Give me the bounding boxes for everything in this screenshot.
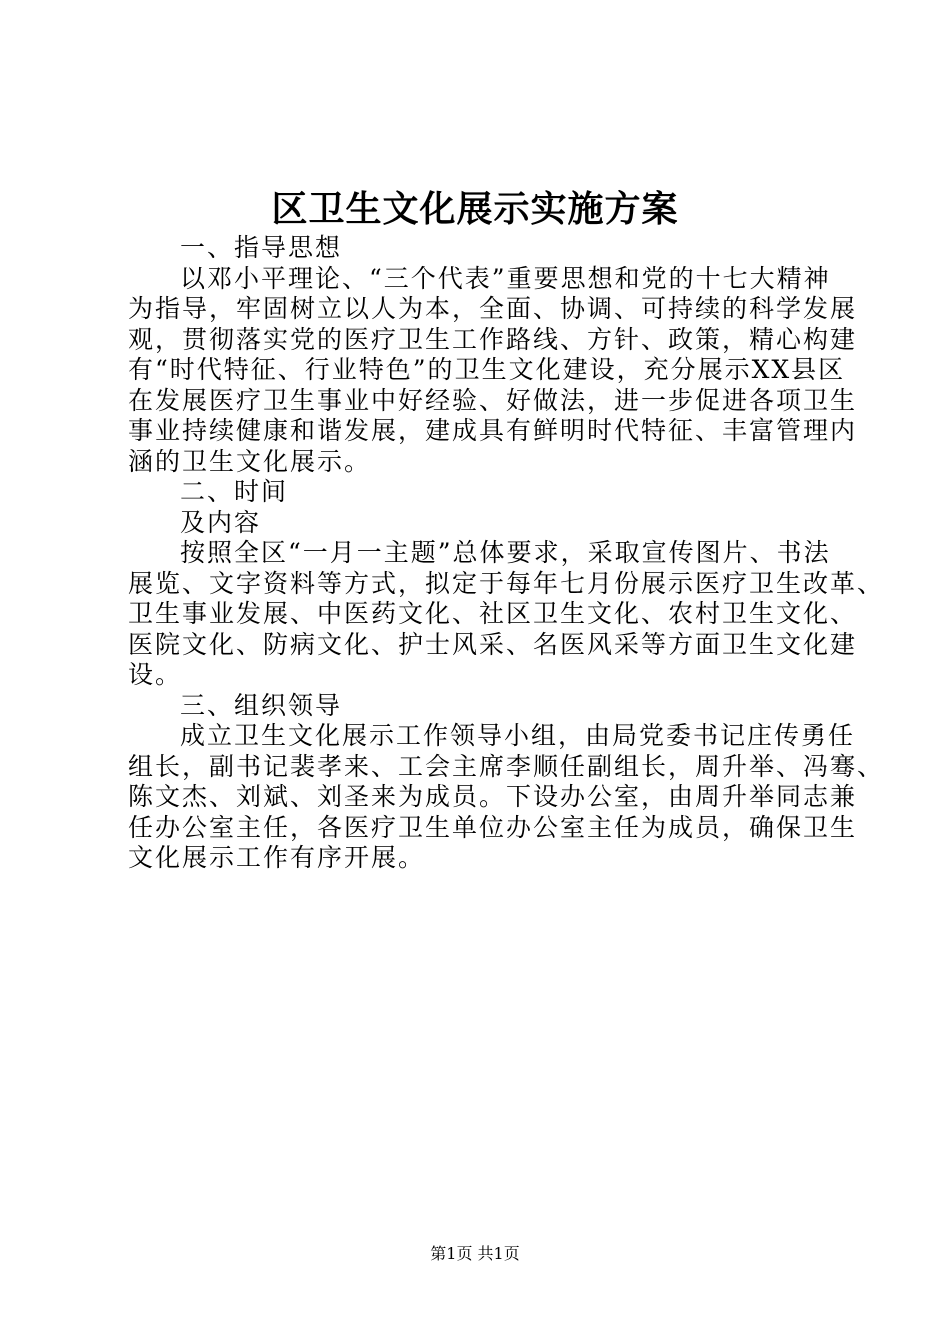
document-line: 以邓小平理论、“三个代表”重要思想和党的十七大精神 <box>180 263 831 293</box>
document-line: 为指导，牢固树立以人为本，全面、协调、可持续的科学发展 <box>128 294 858 323</box>
document-line: 展览、文字资料等方式，拟定于每年七月份展示医疗卫生改革、 <box>128 568 885 598</box>
document-line: 卫生事业发展、中医药文化、社区卫生文化、农村卫生文化、 <box>128 599 858 628</box>
page-footer: 第1页 共1页 <box>430 1244 520 1263</box>
document-line: 按照全区“一月一主题”总体要求，采取宣传图片、书法 <box>180 538 831 567</box>
document-line: 及内容 <box>180 507 262 537</box>
document-title: 区卫生文化展示实施方案 <box>271 188 679 230</box>
document-line: 在发展医疗卫生事业中好经验、好做法，进一步促进各项卫生 <box>128 385 858 415</box>
document-line: 有“时代特征、行业特色”的卫生文化建设，充分展示XX县区 <box>128 355 846 384</box>
document-line: 三、组织领导 <box>180 690 343 720</box>
document-line: 组长，副书记裴孝来、工会主席李顺任副组长，周升举、冯骞、 <box>128 751 885 781</box>
document-body <box>128 233 885 874</box>
document-line: 一、指导思想 <box>180 233 343 262</box>
document-line: 事业持续健康和谐发展，建成具有鲜明时代特征、丰富管理内 <box>128 416 858 445</box>
document-line: 医院文化、防病文化、护士风采、名医风采等方面卫生文化建 <box>128 629 858 659</box>
document-line: 成立卫生文化展示工作领导小组，由局党委书记庄传勇任 <box>180 721 856 750</box>
document-line: 二、时间 <box>180 477 289 506</box>
document-line: 文化展示工作有序开展。 <box>128 843 426 872</box>
document-line: 陈文杰、刘斌、刘圣来为成员。下设办公室，由周升举同志兼 <box>128 782 858 811</box>
document-line: 任办公室主任，各医疗卫生单位办公室主任为成员，确保卫生 <box>128 812 858 842</box>
document-line: 观，贯彻落实党的医疗卫生工作路线、方针、政策，精心构建 <box>128 324 858 354</box>
document-line: 涵的卫生文化展示。 <box>128 446 372 476</box>
document-line: 设。 <box>128 660 183 689</box>
